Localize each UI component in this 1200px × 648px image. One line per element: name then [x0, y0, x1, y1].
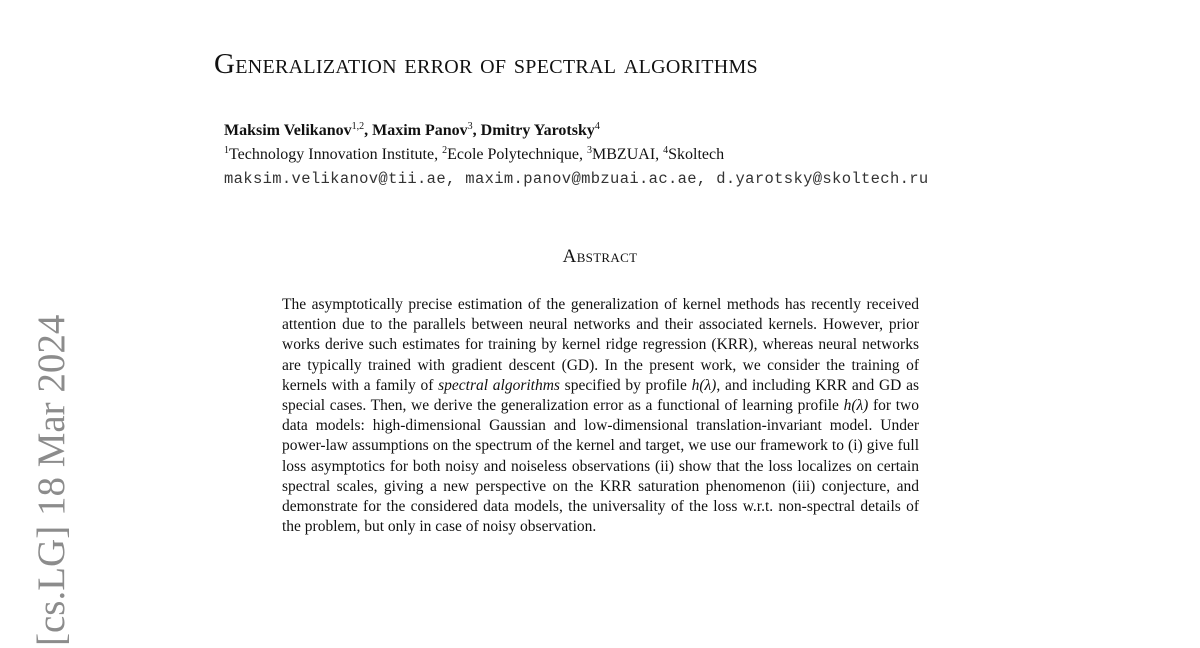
- affiliation-index: 1: [224, 145, 229, 156]
- affiliation-name: Ecole Polytechnique: [447, 146, 580, 163]
- abstract-text: [282, 295, 919, 537]
- abstract-segment: , and including KRR and GD as special cases. Then, we derive the generalization error as a functional of learning profile: [282, 376, 919, 415]
- arxiv-stamp-text: [cs.LG] 18 Mar 2024: [30, 314, 73, 646]
- math-expression: h(λ): [691, 376, 717, 394]
- author-name: Dmitry Yarotsky: [480, 122, 595, 139]
- abstract-segment: The asymptotically precise estimation of the generalization of kernel methods has recently received attention due to the parallels between neural networks and their associated kernels. However, prior works derive such estimates for training by kernel ridge regression (KRR), whereas neural networks are typically trained with gradient descent (GD). In the present work, we consider the training of kernels with a family of: [282, 296, 919, 394]
- author-emails: maksim.velikanov@tii.ae, maxim.panov@mbzuai.ac.ae, d.yarotsky@skoltech.ru: [224, 170, 929, 188]
- affiliation-index: 2: [442, 145, 448, 156]
- affiliation-name: MBZUAI: [592, 146, 656, 163]
- abstract-segment: for two data models: high-dimensional Gaussian and low-dimensional translation-invariant model. Under power-law assumptions on the spectrum of the kernel and target, we use our framework to (i) give full loss asymptotics for both noisy and noiseless observations (ii) show that the loss localizes on certain spectral scales, giving a new perspective on the KRR saturation phenomenon (iii) conjecture, and demonstrate for the considered data models, the universality of the loss w.r.t. non-spectral details of the problem, but only in case of noisy observation.: [282, 397, 919, 536]
- paper-title: Generalization error of spectral algorithms: [214, 48, 758, 80]
- abstract-heading: Abstract: [562, 246, 638, 267]
- affiliation-index: 4: [663, 145, 669, 156]
- abstract-segment: specified by profile: [559, 376, 692, 394]
- affiliation-name: Technology Innovation Institute: [229, 146, 435, 163]
- arxiv-identifier-stamp: [28, 300, 76, 648]
- affiliation-name: Skoltech: [668, 146, 725, 163]
- affiliation-list: $^1$Technology Innovation Institute, $^2$Ecole Polytechnique, $^3$MBZUAI, $^4$Skoltech: [224, 145, 725, 163]
- author-affiliation-index: 1,2: [351, 121, 365, 132]
- author-list: Maksim Velikanov$^{1,2}$, Maxim Panov$^3$, Dmitry Yarotsky$^4$: [224, 121, 600, 139]
- author-name: Maxim Panov: [372, 122, 468, 139]
- affiliation-index: 3: [587, 145, 593, 156]
- author-affiliation-index: 4: [594, 121, 600, 132]
- author-affiliation-index: 3: [467, 121, 473, 132]
- math-expression: h(λ): [843, 397, 869, 415]
- author-name: Maksim Velikanov: [224, 122, 352, 139]
- abstract-emphasis: spectral algorithms: [438, 376, 560, 394]
